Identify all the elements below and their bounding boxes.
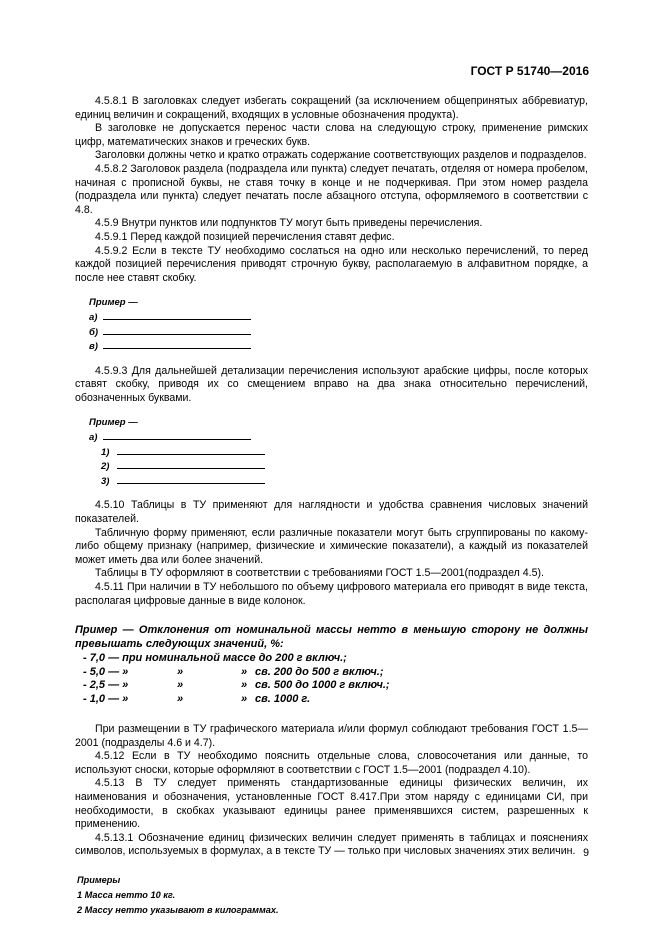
document-code-header: ГОСТ Р 51740—2016 (470, 64, 589, 78)
example-item (89, 310, 588, 325)
ditto-mark: » (241, 679, 248, 692)
deviation-value: - 5,0 — » (83, 665, 129, 678)
deviation-row (83, 652, 588, 666)
paragraph: 4.5.9 Внутри пунктов или подпунктов ТУ могут быть приведены перечисления. (95, 217, 483, 230)
paragraph: 4.5.9.2 Если в тексте ТУ необходимо сослаться на одно или несколько перечислений, то перед каждой позицией перечисления приводят строчную букву, располагаемую в алфавитном порядке, а после нее ставят скобку. (75, 244, 588, 284)
examples-title: Примеры (77, 874, 121, 885)
paragraph: Заголовки должны четко и кратко отражать содержание соответствующих разделов и подразделов. (95, 149, 587, 162)
example-item-label: а) (89, 311, 98, 323)
blank-line (117, 474, 265, 484)
ditto-mark: » (177, 679, 184, 692)
deviation-range: св. 1000 г. (255, 693, 311, 706)
example-title: Пример — (89, 417, 138, 429)
example-line: 1 Масса нетто 10 кг. (77, 889, 176, 900)
paragraph: 4.5.9.1 Перед каждой позицией перечисления ставят дефис. (95, 230, 395, 243)
example-subitem (101, 459, 588, 474)
ditto-mark: » (177, 693, 184, 706)
paragraph: 4.5.9.3 Для дальнейшей детализации перечисления используют арабские цифры, после которых ставят скобку, приводя их со смещением вправо на два знака относительно перечислений, обозначенных буквами. (75, 364, 588, 404)
example-title: Пример — (89, 297, 138, 309)
blank-line (103, 339, 251, 349)
paragraph: 4.5.8.2 Заголовок раздела (подраздела или пункта) следует печатать, отделяя от номера пробелом, начиная с прописной буквы, не ставя точку в конце и не подчеркивая. При этом номер раздела (подраздела или пункта) следует печатать после абзацного отступа, оформляемого в соответствии с 4.8. (75, 162, 588, 216)
paragraph: В заголовке не допускается перенос части слова на следующую строку, применение римских цифр, математических знаков и греческих букв. (75, 122, 588, 148)
deviation-value: - 1,0 — » (83, 693, 129, 706)
deviation-range: св. 500 до 1000 г включ.; (255, 679, 390, 692)
example-list (89, 430, 588, 488)
deviation-value: - 2,5 — » (83, 679, 129, 692)
example-list (89, 310, 588, 354)
example-subitem-label: 1) (101, 446, 110, 458)
page-number: 9 (583, 847, 589, 859)
deviation-range: св. 200 до 500 г включ.; (255, 665, 384, 678)
ditto-mark: » (241, 665, 248, 678)
paragraph: 4.5.13.1 Обозначение единиц физических величин следует применять в таблицах и пояснениях символов, используемых в формулах, а в тексте ТУ — только при числовых значениях этих величин. (75, 831, 588, 858)
paragraph: 4.5.12 Если в ТУ необходимо пояснить отдельные слова, словосочетания или данные, то используют сноски, которые оформляют в соответствии с ГОСТ 1.5—2001 (подраздел 4.10). (75, 750, 588, 776)
deviation-example-title: Пример — Отклонения от номинальной массы нетто в меньшую сторону не должны превышать следующих значений, %: (75, 624, 588, 650)
paragraph: 4.5.8.1 В заголовках следует избегать сокращений (за исключением общепринятых аббревиатур, единиц величин и сокращений, входящих в условные обозначения продукта). (75, 95, 588, 121)
blank-line (117, 459, 265, 469)
deviation-row (83, 693, 588, 707)
ditto-mark: » (241, 693, 248, 706)
blank-line (103, 430, 251, 440)
example-subitem-label: 2) (101, 461, 110, 473)
example-subitem-label: 3) (101, 475, 110, 487)
example-item-label: б) (89, 326, 99, 338)
example-item-label: в) (89, 341, 98, 353)
example-item (89, 430, 588, 445)
blank-line (103, 310, 251, 320)
example-line: 2 Массу нетто указывают в килограммах. (77, 904, 279, 915)
paragraph: Таблицы в ТУ оформляют в соответствии с требованиями ГОСТ 1.5—2001(подраздел 4.5). (95, 567, 544, 580)
ditto-mark: » (177, 665, 184, 678)
example-item (89, 325, 588, 340)
example-item-label: а) (89, 432, 98, 444)
blank-line (103, 325, 251, 335)
paragraph: 4.5.10 Таблицы в ТУ применяют для наглядности и удобства сравнения числовых значений показателей. (75, 499, 588, 526)
example-subitem (101, 445, 588, 460)
example-item (89, 339, 588, 354)
paragraph: Табличную форму применяют, если различные показатели могут быть сгруппированы по какому-либо общему признаку (например, физические и химические показатели), а каждый из показателей может иметь два или более значений. (75, 526, 588, 566)
paragraph: При размещении в ТУ графического материала и/или формул соблюдают требования ГОСТ 1.5—2001 (подразделы 4.6 и 4.7). (75, 722, 588, 749)
paragraph: 4.5.11 При наличии в ТУ небольшого по объему цифрового материала его приводят в виде текста, располагая цифровые данные в виде колонок. (75, 581, 588, 607)
deviation-row (83, 679, 588, 693)
blank-line (117, 445, 265, 455)
deviation-example (75, 624, 588, 707)
units-examples (77, 873, 588, 918)
example-subitem (101, 474, 588, 489)
deviation-row (83, 666, 588, 680)
deviation-first-row: - 7,0 — при номинальной массе до 200 г включ.; (83, 651, 347, 664)
page-content (75, 95, 588, 918)
paragraph: 4.5.13 В ТУ следует применять стандартизованные единицы физических величин, их наименования и обозначения, установленные ГОСТ 8.417.При этом наряду с единицами СИ, при необходимости, в скобках указывают единицы ранее применявшихся систем, разрешенных к применению. (75, 777, 588, 831)
